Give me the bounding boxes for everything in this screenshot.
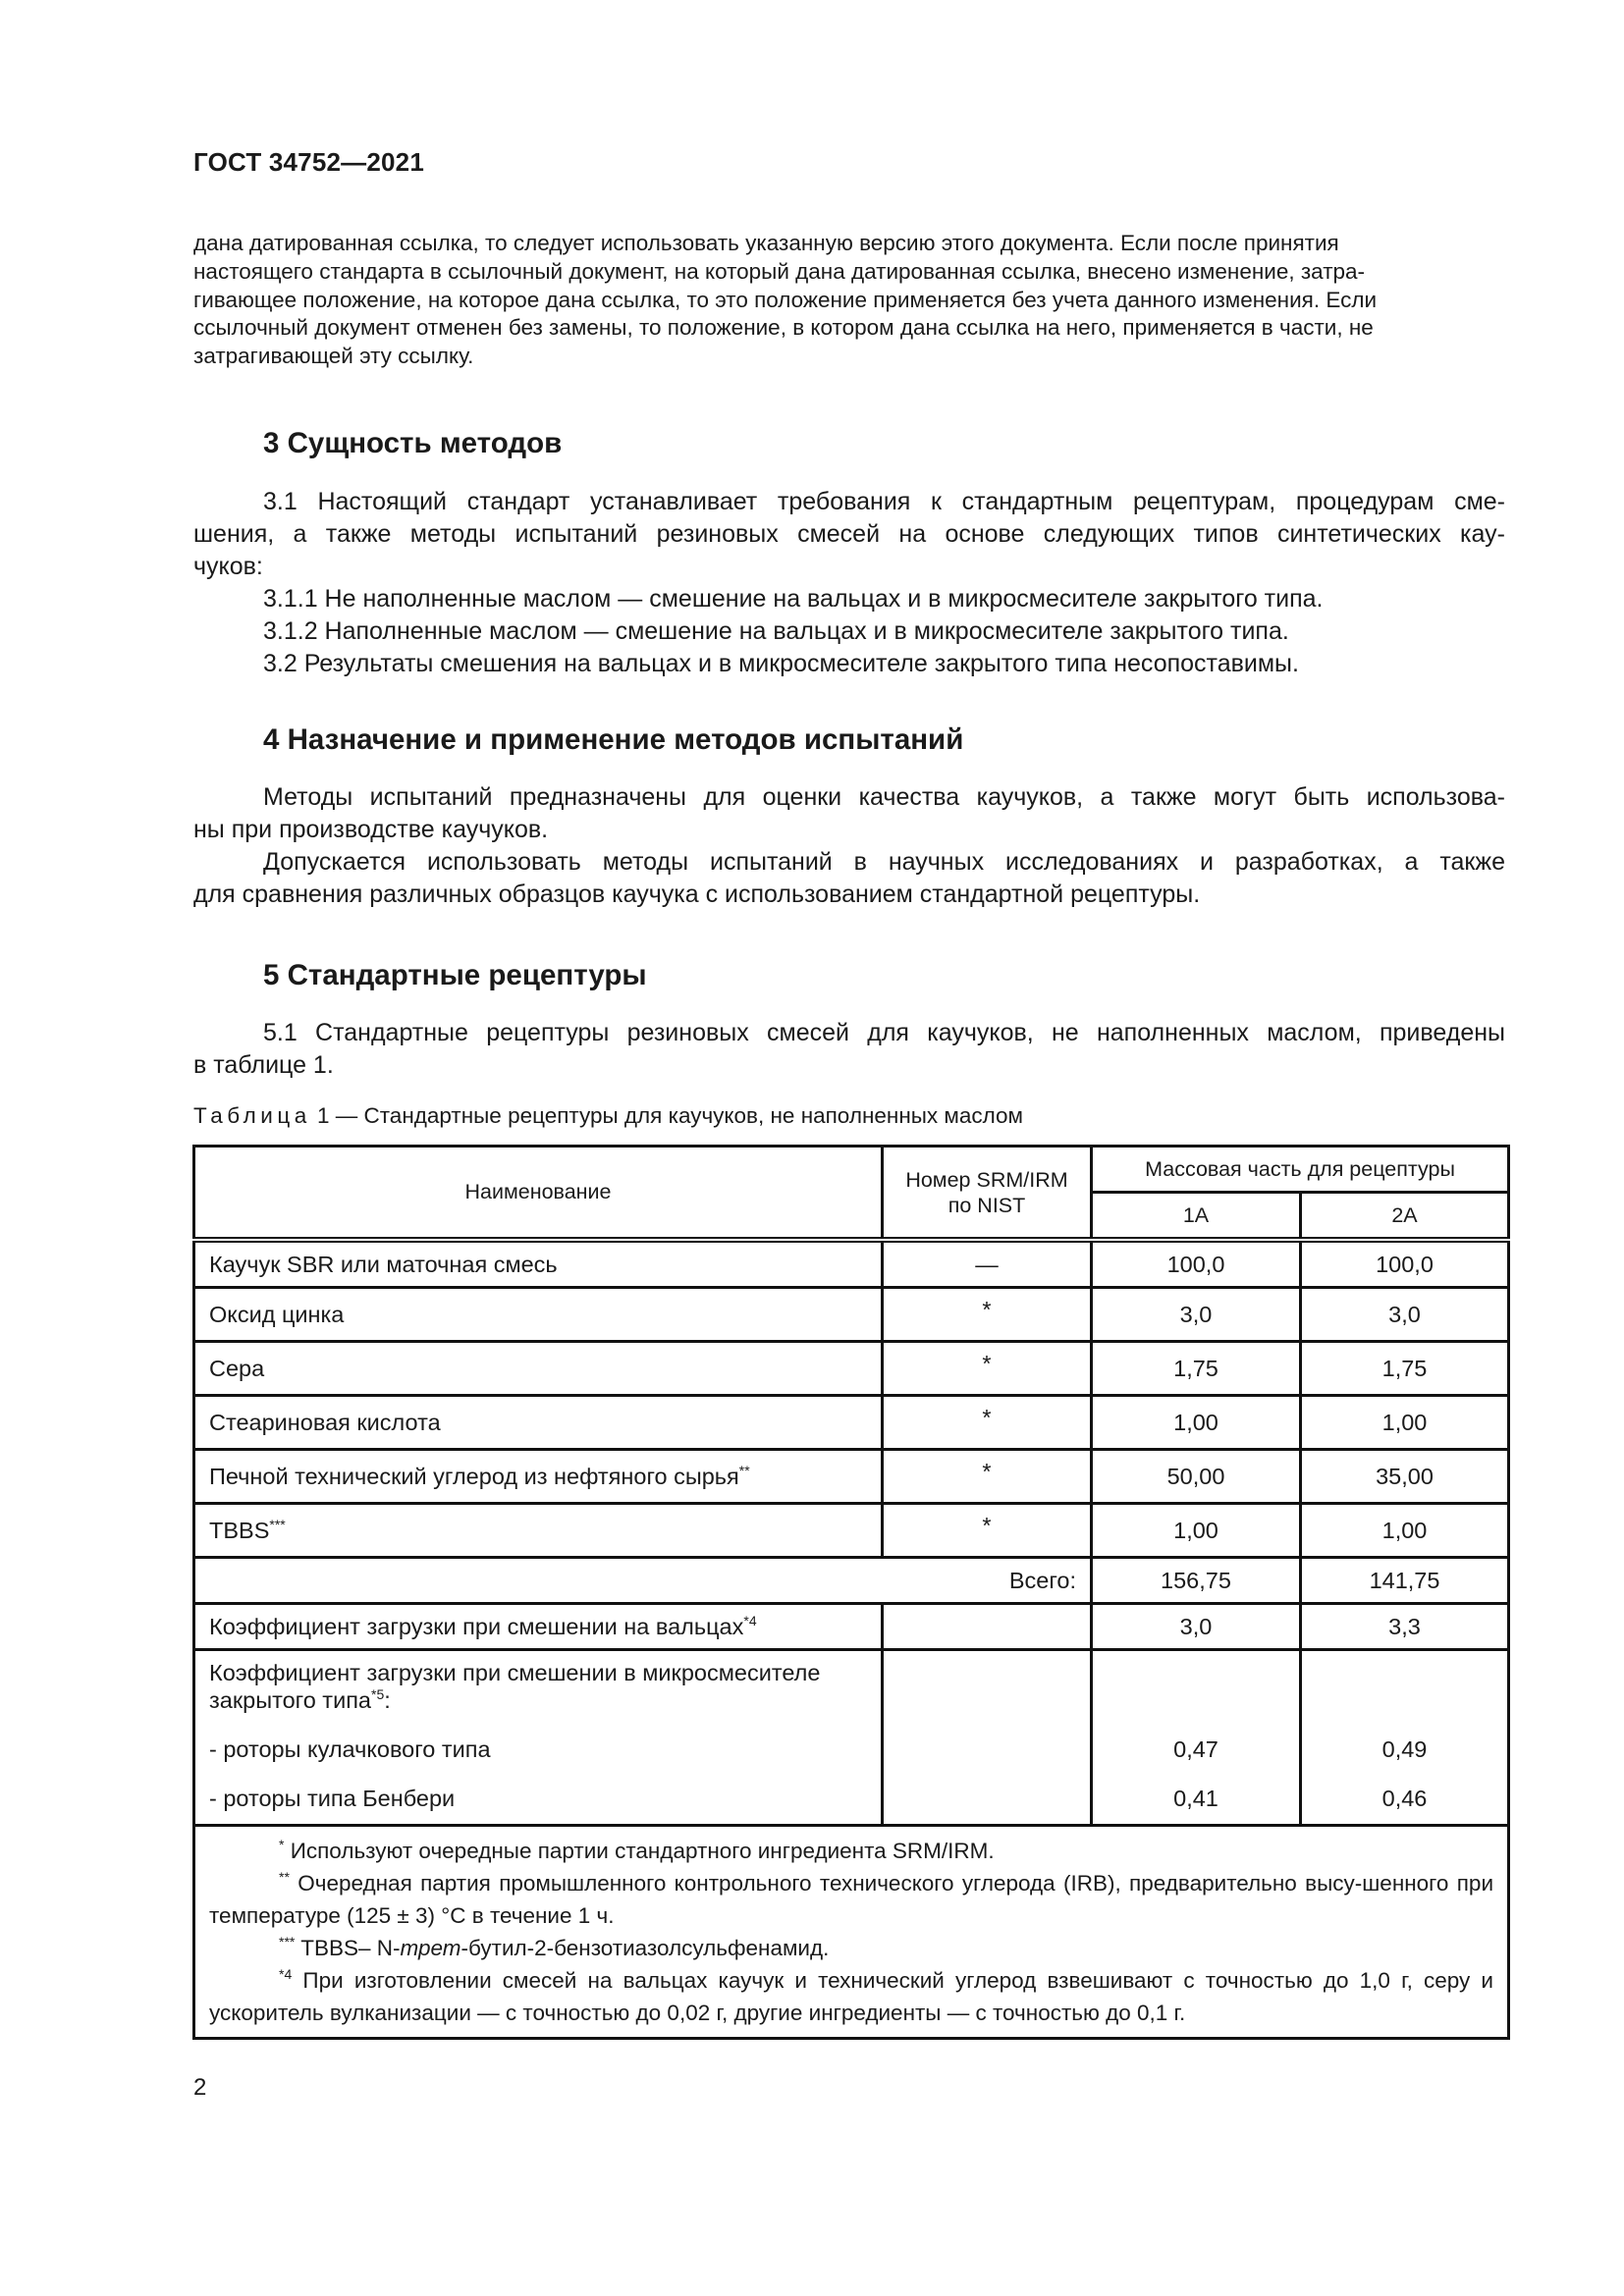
text-line: Допускается использовать методы испытаний в научных исследованиях и разработках, а также	[263, 848, 1505, 876]
text-line: шения, а также методы испытаний резиновых смесей на основе следующих типов синтетических кау-	[193, 520, 1505, 548]
row-srm: *	[883, 1450, 1092, 1504]
header-srm-line1: Номер SRM/IRM	[905, 1167, 1068, 1192]
footnotes	[194, 1826, 1509, 2039]
row-2a: 3,0	[1301, 1288, 1509, 1342]
text-line: ны при производстве каучуков.	[193, 816, 549, 843]
row-name: Печной технический углерод из нефтяного сырья**	[194, 1450, 883, 1504]
header-1a: 1A	[1092, 1193, 1301, 1241]
row-name: Оксид цинка	[194, 1288, 883, 1342]
table-row	[194, 1396, 1509, 1450]
text-line: ссылочный документ отменен без замены, то положение, в котором дана ссылка на него, применяется в части, не	[193, 315, 1374, 341]
row-1a: 3,0	[1092, 1288, 1301, 1342]
section-4-paragraph	[193, 781, 1505, 911]
row-name: Сера	[194, 1342, 883, 1396]
footnote: ** Очередная партия промышленного контрольного технического углерода (IRB), предварительно высу-шенного при температуре (125 ± 3) °С в течение 1 ч.	[209, 1869, 1494, 1928]
text-line: 5.1 Стандартные рецептуры резиновых смесей для каучуков, не наполненных маслом, приведены	[263, 1019, 1505, 1046]
row-srm	[883, 1604, 1092, 1650]
row-srm: *	[883, 1342, 1092, 1396]
sub-row-name: - роторы кулачкового типа	[209, 1736, 491, 1762]
total-1a: 156,75	[1092, 1558, 1301, 1604]
list-item: 3.2 Результаты смешения на вальцах и в микросмесителе закрытого типа несопоставимы.	[263, 650, 1299, 677]
row-srm: *	[883, 1396, 1092, 1450]
table-row	[194, 1240, 1509, 1288]
table-row	[194, 1450, 1509, 1504]
row-1a: 50,00	[1092, 1450, 1301, 1504]
row-1a: 100,0	[1092, 1240, 1301, 1288]
row-name: Коэффициент загрузки при смешении на вальцах$^{*4}$	[194, 1604, 883, 1650]
text-line: Методы испытаний предназначены для оценки качества каучуков, а также могут быть использова-	[263, 783, 1505, 811]
header-2a: 2A	[1301, 1193, 1509, 1241]
table-row	[194, 1288, 1509, 1342]
table-row	[194, 1504, 1509, 1558]
row-1a: 3,0	[1092, 1604, 1301, 1650]
row-1a: 1,00	[1092, 1504, 1301, 1558]
table-caption	[193, 1103, 1023, 1129]
row-2a: 0,49 0,46	[1301, 1650, 1509, 1826]
footnote-ref: *4	[743, 1612, 757, 1629]
text-line: затрагивающей эту ссылку.	[193, 344, 474, 369]
row-1a: 0,47 0,41	[1092, 1650, 1301, 1826]
row-srm: *	[883, 1288, 1092, 1342]
header-mass: Массовая часть для рецептуры	[1092, 1147, 1509, 1193]
total-row	[194, 1558, 1509, 1604]
row-2a: 100,0	[1301, 1240, 1509, 1288]
row-name: Стеариновая кислота	[194, 1396, 883, 1450]
row-name: TBBS***	[194, 1504, 883, 1558]
row-1a: 1,75	[1092, 1342, 1301, 1396]
mill-coefficient-row	[194, 1604, 1509, 1650]
row-name	[194, 1650, 883, 1826]
page-number: 2	[193, 2074, 207, 2101]
row-1a: 1,00	[1092, 1396, 1301, 1450]
header-name: Наименование	[194, 1147, 883, 1241]
footnote: *** TBBS– N-трет-бутил-2-бензотиазолсульфенамид.	[279, 1934, 830, 1960]
footnote-ref: ***	[269, 1516, 286, 1532]
table-caption-text: 1 — Стандартные рецептуры для каучуков, не наполненных маслом	[310, 1103, 1024, 1128]
row-2a: 1,00	[1301, 1504, 1509, 1558]
section-3-heading: 3 Сущность методов	[263, 427, 563, 459]
intro-paragraph	[193, 230, 1505, 371]
row-name: Каучук SBR или маточная смесь	[194, 1240, 883, 1288]
text-line: дана датированная ссылка, то следует использовать указанную версию этого документа. Если после принятия	[193, 231, 1339, 255]
mixer-coefficient-row	[194, 1650, 1509, 1826]
table-caption-label: Таблица	[193, 1103, 311, 1128]
text-line: чуков:	[193, 553, 263, 580]
footnote: $^{*4}$ При изготовлении смесей на вальцах каучук и технический углерод взвешивают с точностью до 1,0 г, серу и ускоритель вулканизации — с точностью до 0,02 г, другие ингредиенты — с точностью до 0,1 г.	[209, 1966, 1494, 2025]
row-srm: *	[883, 1504, 1092, 1558]
row-2a: 1,75	[1301, 1342, 1509, 1396]
header-srm	[883, 1147, 1092, 1241]
table-row	[194, 1342, 1509, 1396]
text-line: для сравнения различных образцов каучука с использованием стандартной рецептуры.	[193, 881, 1201, 908]
mixer-name-line2: закрытого типа$^{*5}$:	[209, 1686, 391, 1713]
total-label: Всего:	[194, 1558, 1092, 1604]
list-item: 3.1.1 Не наполненные маслом — смешение на вальцах и в микросмесителе закрытого типа.	[263, 585, 1324, 613]
text-line: в таблице 1.	[193, 1051, 334, 1079]
row-2a: 35,00	[1301, 1450, 1509, 1504]
sub-row-name: - роторы типа Бенбери	[209, 1786, 456, 1811]
row-2a: 1,00	[1301, 1396, 1509, 1450]
text-line: 3.1 Настоящий стандарт устанавливает требования к стандартным рецептурам, процедурам сме-	[263, 488, 1505, 515]
footnote-ref: **	[738, 1462, 750, 1478]
row-2a: 3,3	[1301, 1604, 1509, 1650]
recipe-table	[192, 1145, 1507, 2040]
footnote: * Используют очередные партии стандартного ингредиента SRM/IRM.	[279, 1837, 995, 1863]
row-srm: —	[883, 1240, 1092, 1288]
text-line: гивающее положение, на которое дана ссылка, то это положение применяется без учета данного изменения. Если	[193, 287, 1378, 312]
list-item: 3.1.2 Наполненные маслом — смешение на вальцах и в микросмесителе закрытого типа.	[263, 617, 1289, 645]
section-5-paragraph	[193, 1017, 1505, 1082]
header-srm-line2: по NIST	[947, 1193, 1026, 1217]
section-3-paragraph	[193, 486, 1505, 680]
text-line: настоящего стандарта в ссылочный документ, на который дана датированная ссылка, внесено изменение, затра-	[193, 258, 1366, 284]
section-5-heading: 5 Стандартные рецептуры	[263, 959, 647, 991]
total-2a: 141,75	[1301, 1558, 1509, 1604]
section-4-heading: 4 Назначение и применение методов испытаний	[263, 723, 964, 756]
document-code: ГОСТ 34752—2021	[193, 147, 424, 177]
mixer-name-line1: Коэффициент загрузки при смешении в микросмесителе	[209, 1660, 821, 1685]
row-srm	[883, 1650, 1092, 1826]
footnotes-row	[194, 1826, 1509, 2039]
